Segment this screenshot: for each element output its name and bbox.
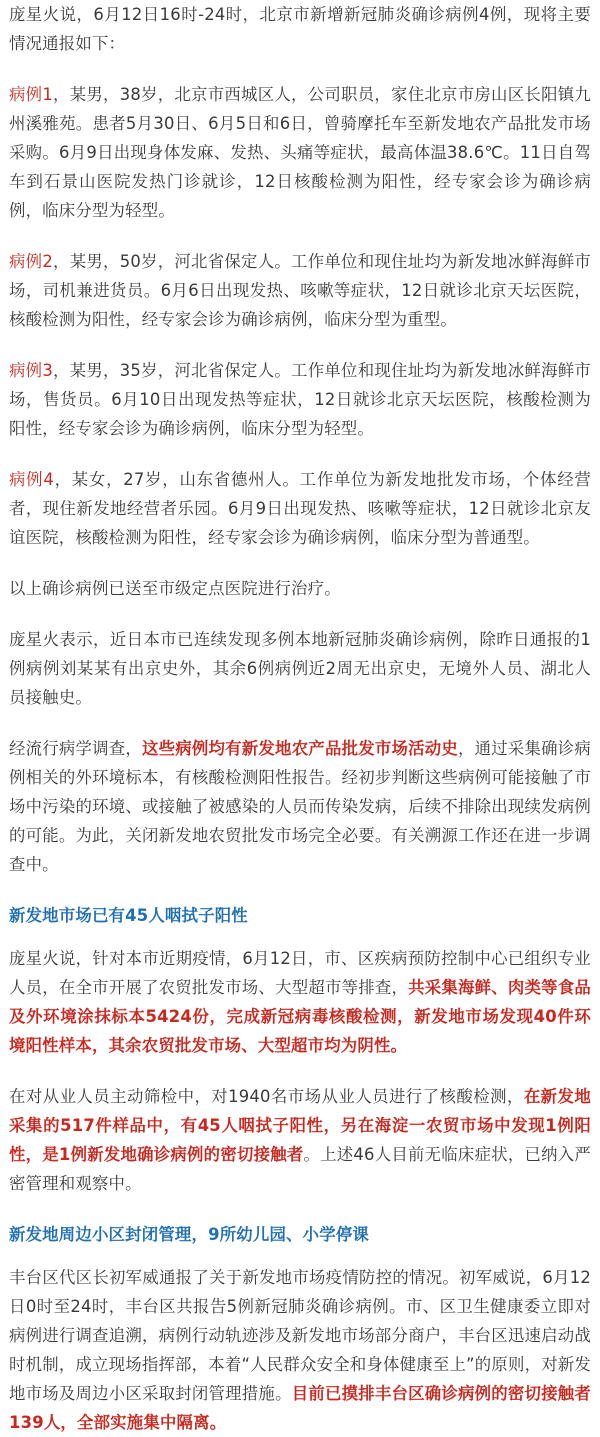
- intro-text: 庞星火说，6月12日16时-24时，北京市新增新冠肺炎确诊病例4例，现将主要情况通报如下：: [9, 5, 591, 53]
- case-4-paragraph: [9, 465, 591, 552]
- case-1-label: 病例1: [9, 85, 53, 104]
- case-1-paragraph: [9, 80, 591, 225]
- case-3-paragraph: [9, 356, 591, 443]
- case-2-label: 病例2: [9, 252, 53, 271]
- investigation-highlight: 这些病例均有新发地农产品批发市场活动史: [142, 739, 458, 758]
- travel-history-text: 庞星火表示，近日本市已连续发现多例本地新冠肺炎确诊病例，除昨日通报的1例病例刘某某有出京史外，其余6例病例近2周无出京史，无境外人员、湖北人员接触史。: [9, 630, 591, 707]
- case-2-paragraph: [9, 247, 591, 334]
- fengtai-highlight: 目前已摸排丰台区确诊病例的密切接触者139人，全部实施集中隔离。: [9, 1384, 591, 1432]
- investigation-text-a: 经流行病学调查，: [9, 739, 143, 758]
- case-4-text: ，某女，27岁，山东省德州人。工作单位为新发地批发市场，个体经营者，现住新发地经营者乐园。6月9日出现发热、咳嗽等症状，12日就诊北京友谊医院，核酸检测为阳性，经专家会诊为确诊病例，临床分型为普通型。: [9, 470, 591, 547]
- fengtai-text-a: 丰台区代区长初军威通报了关于新发地市场疫情防控的情况。初军威说，6月12日0时至24时，丰台区共报告5例新冠肺炎确诊病例。市、区卫生健康委立即对病例进行调查追溯，病例行动轨迹涉及新发地市场部分商户，丰台区迅速启动战时机制，成立现场指挥部，本着“人民群众安全和身体健康至上”的原则，对新发地市场及周边小区采取封闭管理措施。: [9, 1268, 591, 1403]
- screening-highlight: 共采集海鲜、肉类等食品及外环境涂抹标本5424份，完成新冠病毒核酸检测，新发地市场发现40件环境阳性样本，其余农贸批发市场、大型超市均为阴性。: [9, 978, 591, 1055]
- staff-testing-text-a: 在对从业人员主动筛检中，对1940名市场从业人员进行了核酸检测，: [9, 1087, 524, 1106]
- case-3-label: 病例3: [9, 361, 53, 380]
- screening-paragraph: [9, 944, 591, 1060]
- case-1-text: ，某男，38岁，北京市西城区人，公司职员，家住北京市房山区长阳镇九州溪雅苑。患者5月30日、6月5日和6日，曾骑摩托车至新发地农产品批发市场采购。6月9日出现身体发麻、发热、头痛等症状，最高体温38.6℃。11日自驾车到石景山医院发热门诊就诊，12日核酸检测为阳性，经专家会诊为确诊病例，临床分型为轻型。: [9, 85, 591, 220]
- screening-text-a: 庞星火说，针对本市近期疫情，6月12日，市、区疾病预防控制中心已组织专业人员，在全市开展了农贸批发市场、大型超市等排查，: [9, 949, 591, 997]
- travel-history-paragraph: [9, 625, 591, 712]
- fengtai-paragraph: [9, 1263, 591, 1437]
- investigation-paragraph: [9, 734, 591, 879]
- section-heading-swab-positive: 新发地市场已有45人咽拭子阳性: [9, 906, 248, 925]
- intro-paragraph: [9, 0, 591, 58]
- staff-testing-text-b: 。上述46人目前无临床症状，已纳入严密管理和观察中。: [9, 1145, 591, 1193]
- case-2-text: ，某男，50岁，河北省保定人。工作单位和现住址均为新发地冰鲜海鲜市场，司机兼进货员。6月6日出现发热、咳嗽等症状，12日就诊北京天坛医院，核酸检测为阳性，经专家会诊为确诊病例，临床分型为重型。: [9, 252, 591, 329]
- case-4-label: 病例4: [9, 470, 54, 489]
- case-3-text: ，某男，35岁，河北省保定人。工作单位和现住址均为新发地冰鲜海鲜市场，售货员。6月10日出现发热等症状，12日就诊北京天坛医院，核酸检测为阳性，经专家会诊为确诊病例，临床分型为轻型。: [9, 361, 591, 438]
- investigation-text-b: ，通过采集确诊病例相关的外环境标本，有核酸检测阳性报告。经初步判断这些病例可能接触了市场中污染的环境、或接触了被感染的人员而传染发病，后续不排除出现续发病例的可能。为此，关闭新发地农贸批发市场完全必要。有关溯源工作还在进一步调查中。: [9, 739, 591, 874]
- staff-testing-paragraph: [9, 1082, 591, 1198]
- treatment-paragraph: [9, 574, 591, 603]
- section-heading-closure: 新发地周边小区封闭管理，9所幼儿园、小学停课: [9, 1225, 370, 1244]
- staff-testing-highlight: 在新发地采集的517件样品中，有45人咽拭子阳性，另在海淀一农贸市场中发现1例阳性，是1例新发地确诊病例的密切接触者: [9, 1087, 591, 1164]
- treatment-text: 以上确诊病例已送至市级定点医院进行治疗。: [9, 579, 341, 598]
